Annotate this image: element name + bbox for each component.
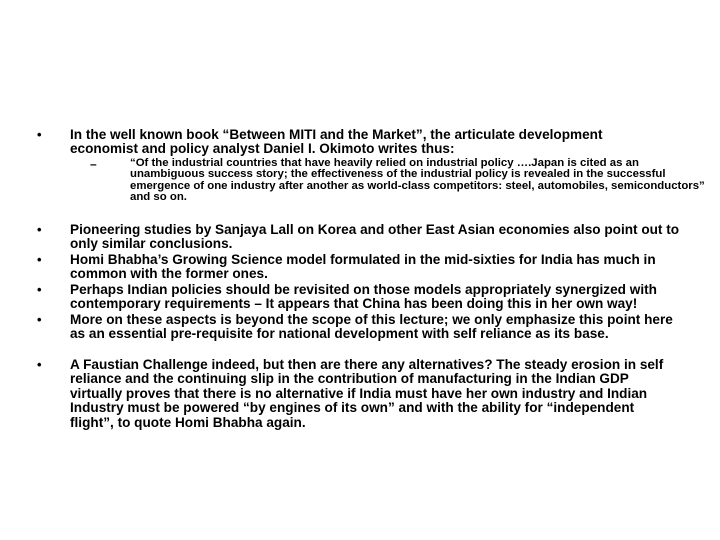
bullet-icon: • xyxy=(37,312,42,327)
bullet-icon: • xyxy=(37,357,42,372)
bullet-text: In the well known book “Between MITI and the Market”, the articulate development economist and policy analyst Daniel I. Okimoto writes thus: xyxy=(70,127,603,157)
bullet-item-bhabha xyxy=(37,253,707,282)
bullet-text: Homi Bhabha’s Growing Science model formulated in the mid-sixties for India has much in common with the former ones. xyxy=(70,252,656,282)
dash-icon: – xyxy=(90,157,97,171)
bullet-icon: • xyxy=(37,282,42,297)
bullet-item-faustian xyxy=(37,358,707,430)
bullet-icon: • xyxy=(37,222,42,237)
bullet-item-lall xyxy=(37,223,707,252)
bullet-text: Pioneering studies by Sanjaya Lall on Korea and other East Asian economies also point out to only similar conclusions. xyxy=(70,222,680,252)
sub-item-quote xyxy=(90,158,710,204)
bullet-text: More on these aspects is beyond the scope of this lecture; we only emphasize this point here as an essential pre-requisite for national development with self reliance as its base. xyxy=(70,312,673,342)
bullet-icon: • xyxy=(37,252,42,267)
quote-text: “Of the industrial countries that have heavily relied on industrial policy ….Japan is cited as an unambiguous success story; the effectiveness of the industrial policy is revealed in the successful emergence of one industry after another as world-class competitors: steel, automobiles, semiconductors” and so on. xyxy=(130,157,705,204)
bullet-item-china xyxy=(37,283,707,312)
bullet-item-scope xyxy=(37,313,707,342)
bullet-text: Perhaps Indian policies should be revisited on those models appropriately synergized with contemporary requirements – It appears that China has been doing this in her own way! xyxy=(70,282,657,312)
bullet-text: A Faustian Challenge indeed, but then are there any alternatives? The steady erosion in self reliance and the continuing slip in the contribution of manufacturing in the Indian GDP virtually proves that there is no alternative if India must have her own industry and Indian Industry must be powered “by engines of its own” and with the ability for “independent flight”, to quote Homi Bhabha again. xyxy=(70,357,664,430)
bullet-icon: • xyxy=(37,127,42,142)
bullet-item-okimoto xyxy=(37,128,707,157)
